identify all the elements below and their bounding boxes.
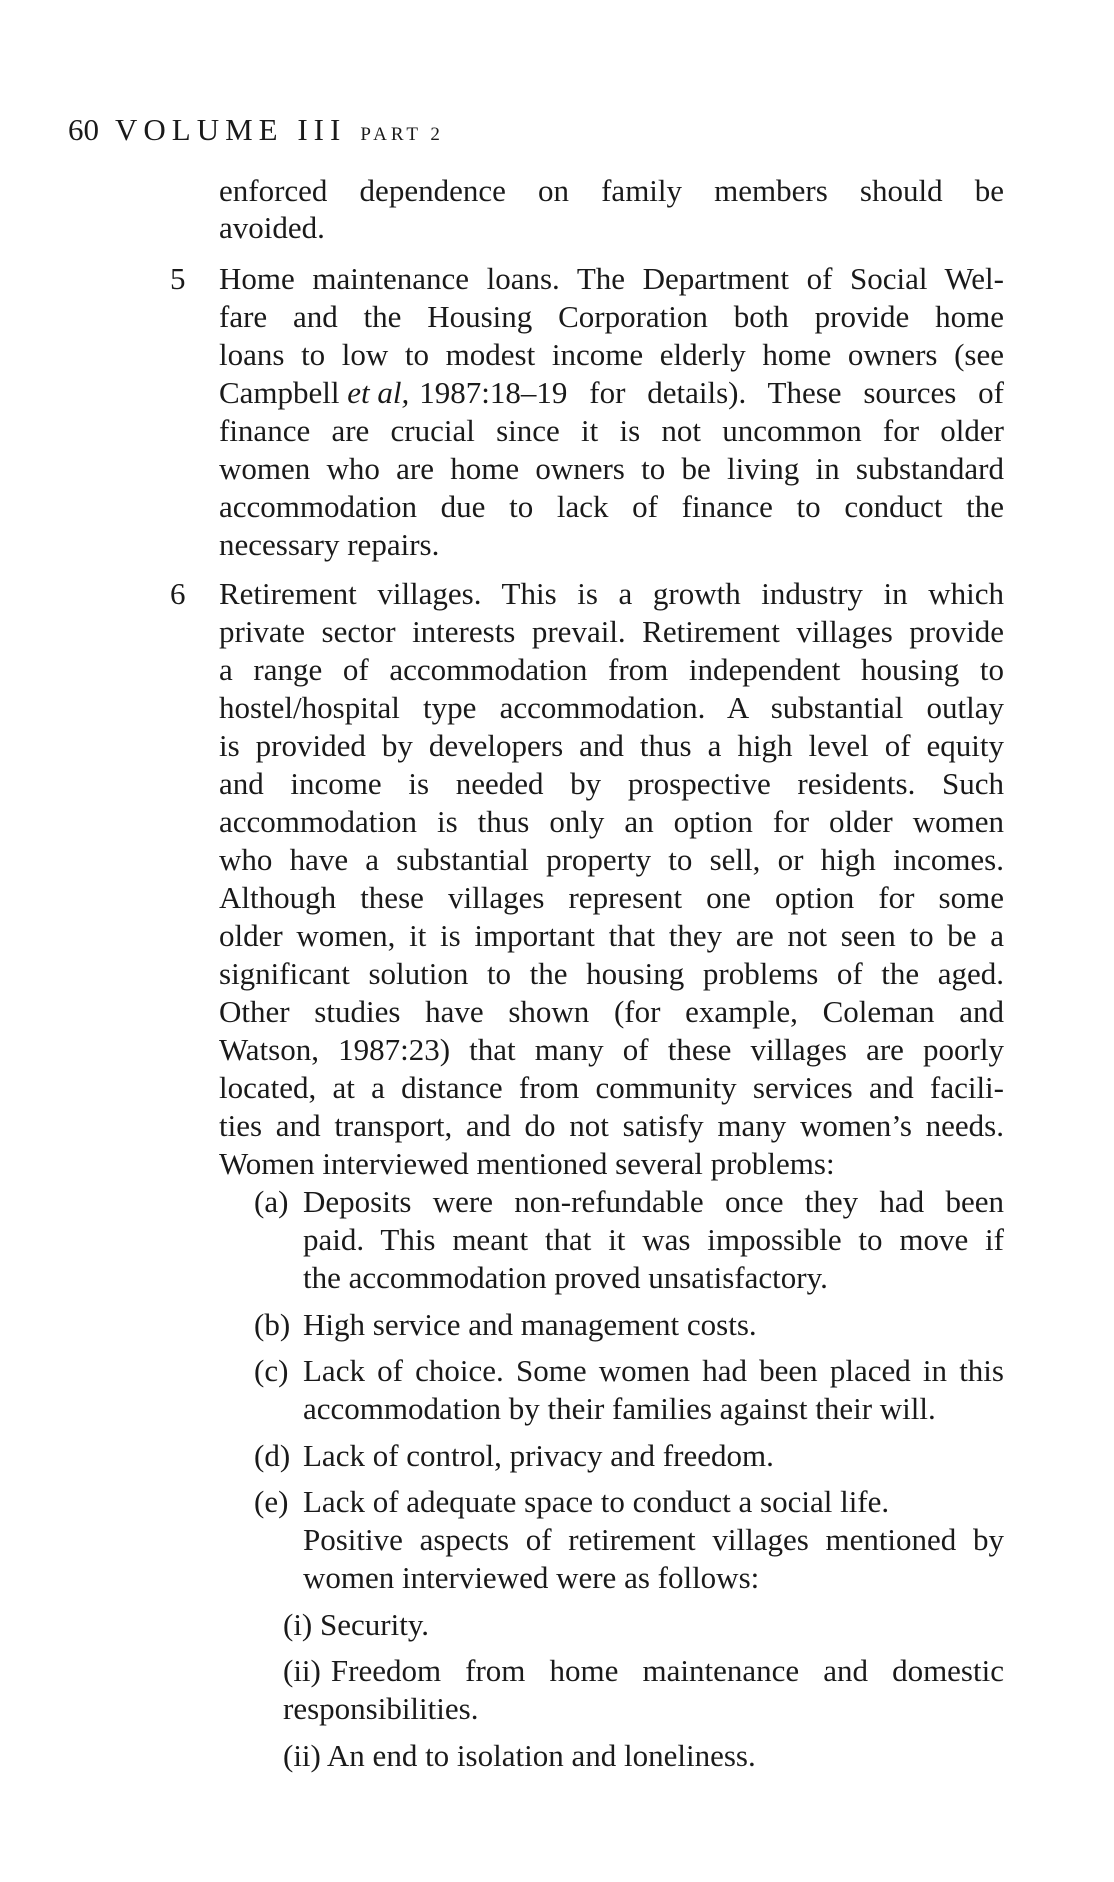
text-line: paid. This meant that it was impossible to move if: [303, 1222, 1004, 1257]
text-line: older women, it is important that they are not seen to be a: [219, 918, 1004, 953]
text-line: hostel/hospital type accommodation. A substantial outlay: [219, 690, 1004, 725]
text-line: Lack of choice. Some women had been placed in this: [303, 1353, 1004, 1388]
sublist-label: (ii): [283, 1738, 321, 1773]
sublist-label: (ii): [283, 1653, 321, 1688]
text-line: and income is needed by prospective residents. Such: [219, 766, 1004, 801]
text-fragment: 1987:18–19 for details). These sources of: [419, 375, 1004, 410]
text-line: women who are home owners to be living in substandard: [219, 451, 1004, 486]
text-line: Deposits were non-refundable once they had been: [303, 1184, 1004, 1219]
text-line: [283, 1606, 429, 1644]
text-line: a range of accommodation from independent housing to: [219, 652, 1004, 687]
et-al: et al,: [347, 375, 410, 410]
item-number: 5: [170, 261, 186, 296]
sublist-label: (d): [254, 1438, 291, 1473]
text-line: ties and transport, and do not satisfy many women’s needs.: [219, 1108, 1004, 1143]
sublist-label: (i): [283, 1607, 313, 1642]
text-line: enforced dependence on family members should be: [219, 173, 1004, 208]
text-line: women interviewed were as follows:: [303, 1560, 760, 1595]
text-line: located, at a distance from community services and facili-: [219, 1070, 1004, 1105]
text-line: Home maintenance loans. The Department of Social Wel-: [219, 261, 1004, 296]
text-line: the accommodation proved unsatisfactory.: [303, 1260, 828, 1295]
text-line: finance are crucial since it is not uncommon for older: [219, 413, 1004, 448]
text-line: Lack of adequate space to conduct a social life.: [303, 1484, 890, 1519]
text-line: High service and management costs.: [303, 1307, 757, 1342]
text-line: necessary repairs.: [219, 527, 440, 562]
sublist-label: (e): [254, 1484, 289, 1519]
text-line: Lack of control, privacy and freedom.: [303, 1438, 774, 1473]
text-line: avoided.: [219, 210, 325, 245]
text-line: private sector interests prevail. Retirement villages provide: [219, 614, 1004, 649]
text-line: significant solution to the housing problems of the aged.: [219, 956, 1004, 991]
text-line: is provided by developers and thus a high level of equity: [219, 728, 1004, 763]
text-line: Positive aspects of retirement villages mentioned by: [303, 1522, 1004, 1557]
text-line: [283, 1652, 1004, 1690]
text-line: Women interviewed mentioned several problems:: [219, 1146, 835, 1181]
sublist-label: (c): [254, 1353, 289, 1388]
running-head: [68, 112, 444, 148]
text-line: accommodation due to lack of finance to conduct the: [219, 489, 1004, 524]
text-line: Other studies have shown (for example, Coleman and: [219, 994, 1004, 1029]
sublist-label: (b): [254, 1307, 291, 1342]
part-label: PART 2: [360, 124, 444, 145]
text-line: loans to low to modest income elderly home owners (see: [219, 337, 1004, 372]
text-line: Retirement villages. This is a growth industry in which: [219, 576, 1004, 611]
text-line: Watson, 1987:23) that many of these villages are poorly: [219, 1032, 1004, 1067]
text-line: accommodation by their families against their will.: [303, 1391, 936, 1426]
text-line: [283, 1737, 756, 1775]
text-fragment: Security.: [320, 1607, 430, 1642]
text-line: Although these villages represent one option for some: [219, 880, 1004, 915]
volume-title: VOLUME III: [115, 112, 347, 147]
text-fragment: An end to isolation and loneliness.: [326, 1738, 756, 1773]
text-fragment: Freedom from home maintenance and domestic: [330, 1653, 1004, 1688]
item-number: 6: [170, 576, 186, 611]
author-name: Campbell: [219, 375, 340, 410]
text-line: fare and the Housing Corporation both provide home: [219, 299, 1004, 334]
sublist-label: (a): [254, 1184, 289, 1219]
text-line: responsibilities.: [283, 1691, 479, 1726]
text-line: accommodation is thus only an option for older women: [219, 804, 1004, 839]
text-line: [219, 374, 1004, 412]
text-line: who have a substantial property to sell, or high incomes.: [219, 842, 1004, 877]
page-number: 60: [68, 112, 99, 147]
